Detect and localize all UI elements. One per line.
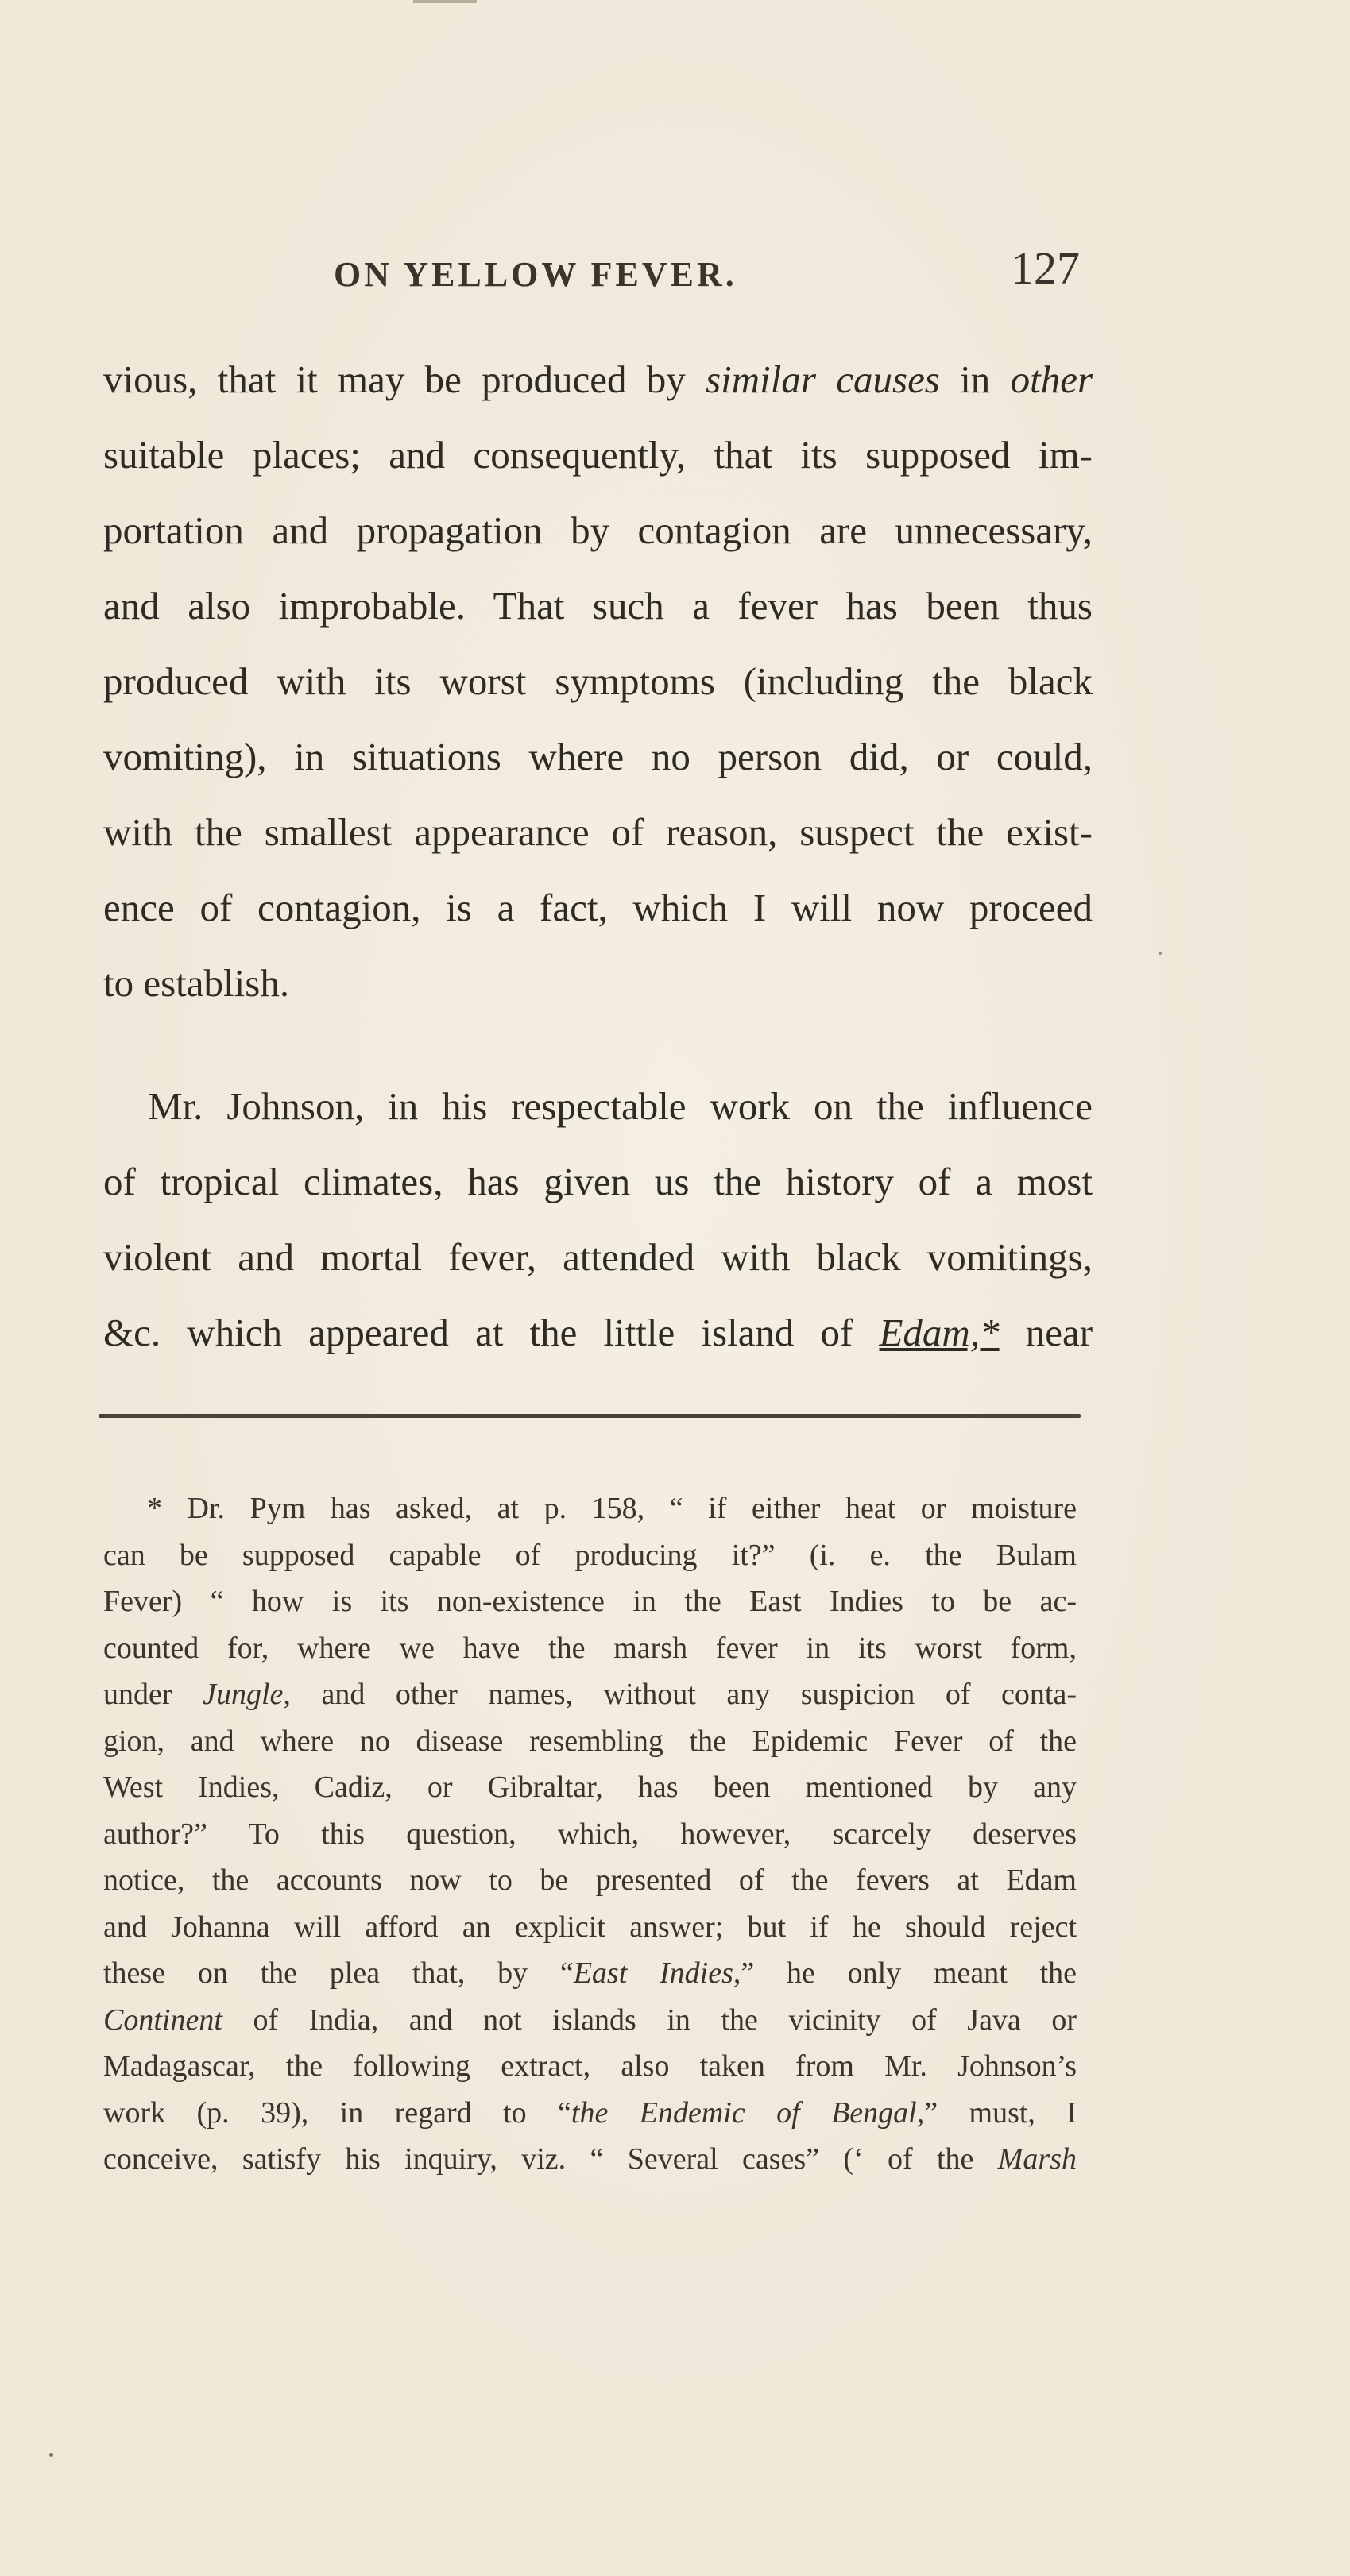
footnote-line: conceive, satisfy his inquiry, viz. “ Several cases” (‘ of the Marsh bbox=[103, 2142, 1077, 2176]
italic-phrase: East Indies, bbox=[573, 1956, 741, 1990]
footnote-line: under Jungle, and other names, without any suspicion of conta- bbox=[103, 1678, 1077, 1711]
text-line: with the smallest appearance of reason, suspect the exist- bbox=[103, 810, 1093, 854]
body-text bbox=[103, 342, 1093, 1370]
footnote-line: Fever) “ how is its non-existence in the East Indies to be ac- bbox=[103, 1585, 1077, 1618]
top-edge-mark bbox=[413, 0, 477, 3]
italic-phrase: the Endemic of Bengal, bbox=[571, 2095, 925, 2130]
italic-phrase: similar causes bbox=[706, 357, 940, 401]
page-number: 127 bbox=[1011, 242, 1080, 294]
page-speck bbox=[1159, 952, 1162, 955]
footnote-line: counted for, where we have the marsh fever in its worst form, bbox=[103, 1631, 1077, 1665]
footnote-line: author?” To this question, which, however, scarcely deserves bbox=[103, 1817, 1077, 1851]
text-line: produced with its worst symptoms (including the black bbox=[103, 659, 1093, 703]
text-line: of tropical climates, has given us the history of a most bbox=[103, 1160, 1093, 1203]
text-line: to establish. bbox=[103, 961, 290, 1005]
text-line: &c. which appeared at the little island of Edam,* near bbox=[103, 1311, 1093, 1354]
footnote-line: Madagascar, the following extract, also taken from Mr. Johnson’s bbox=[103, 2049, 1077, 2083]
running-head bbox=[0, 238, 1350, 302]
footnote-line: can be supposed capable of producing it?” (i. e. the Bulam bbox=[103, 1538, 1077, 1572]
italic-word: Continent bbox=[103, 2002, 222, 2037]
text-line: and also improbable. That such a fever has been thus bbox=[103, 584, 1093, 628]
text-line: Mr. Johnson, in his respectable work on the influence bbox=[148, 1084, 1093, 1128]
text-line: vious, that it may be produced by similar causes in other bbox=[103, 357, 1093, 401]
page-speck bbox=[49, 2453, 53, 2457]
footnote-line: notice, the accounts now to be presented of the fevers at Edam bbox=[103, 1863, 1077, 1897]
running-head-title: ON YELLOW FEVER. bbox=[334, 255, 737, 294]
text-line: vomiting), in situations where no person did, or could, bbox=[103, 735, 1093, 778]
footnote-line: gion, and where no disease resembling the Epidemic Fever of the bbox=[103, 1724, 1077, 1758]
text-line: suitable places; and consequently, that its supposed im- bbox=[103, 433, 1093, 477]
footnote-line: and Johanna will afford an explicit answer; but if he should reject bbox=[103, 1910, 1077, 1944]
footnote bbox=[103, 1485, 1077, 2183]
paragraph-gap bbox=[103, 1021, 1093, 1068]
text-line: portation and propagation by contagion are unnecessary, bbox=[103, 508, 1093, 552]
footnote-line: these on the plea that, by “East Indies,” he only meant the bbox=[103, 1956, 1077, 1990]
footnote-line: work (p. 39), in regard to “the Endemic of Bengal,” must, I bbox=[103, 2095, 1077, 2130]
footnote-line: * Dr. Pym has asked, at p. 158, “ if either heat or moisture bbox=[147, 1492, 1077, 1525]
footnote-line: Continent of India, and not islands in the vicinity of Java or bbox=[103, 2002, 1077, 2037]
italic-word: Marsh bbox=[997, 2142, 1077, 2176]
footnote-line: West Indies, Cadiz, or Gibraltar, has been mentioned by any bbox=[103, 1771, 1077, 1804]
text-line: violent and mortal fever, attended with black vomitings, bbox=[103, 1235, 1093, 1279]
footnote-rule bbox=[99, 1414, 1081, 1418]
italic-word: other bbox=[1010, 357, 1093, 401]
italic-word: Jungle, bbox=[203, 1678, 291, 1711]
text-line: ence of contagion, is a fact, which I will now proceed bbox=[103, 886, 1093, 929]
italic-place-name: Edam,* bbox=[879, 1311, 1000, 1354]
